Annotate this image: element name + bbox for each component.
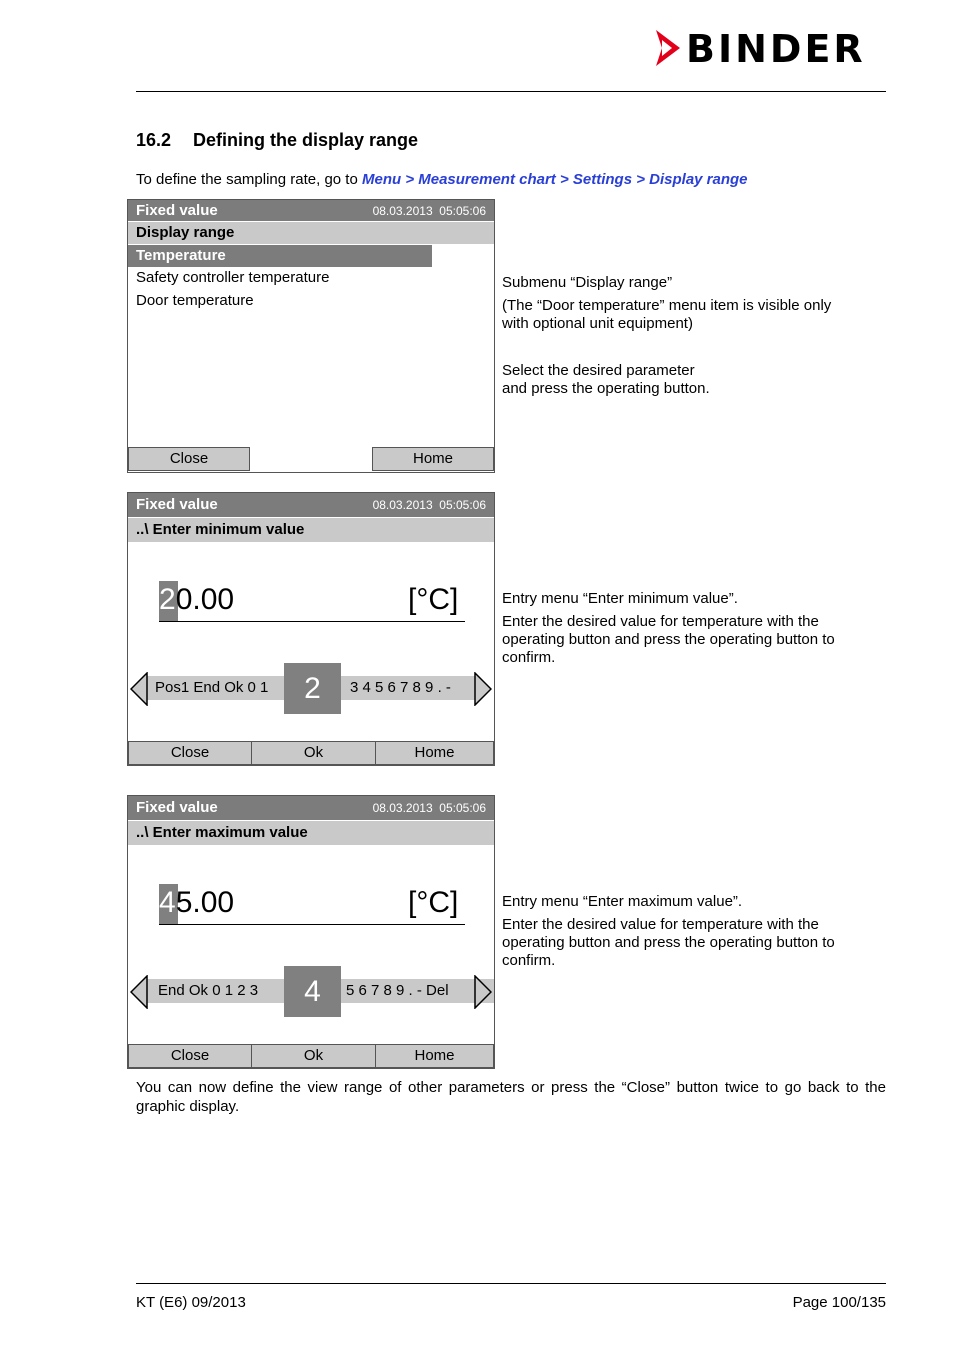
home-button[interactable]: Home xyxy=(375,1044,494,1068)
desc-line: Submenu “Display range” xyxy=(502,274,673,291)
header-rule xyxy=(136,91,886,92)
arrow-right-icon[interactable] xyxy=(474,975,492,1009)
value-rest: 0.00 xyxy=(175,583,235,616)
section-heading xyxy=(136,130,418,151)
menu-item-label: Temperature xyxy=(136,247,226,264)
close-button[interactable]: Close xyxy=(128,741,252,765)
menu-path: Menu > Measurement chart > Settings > Display range xyxy=(361,171,748,188)
value-display[interactable] xyxy=(159,886,234,920)
value-first-digit: 4 xyxy=(159,886,176,919)
desc-line: Enter the desired value for temperature with the operating button and press the operating button to confirm. xyxy=(502,916,835,969)
closing-paragraph: You can now define the view range of other parameters or press the “Close” button twice to go back to the graphic display. xyxy=(136,1079,886,1115)
section-title: Defining the display range xyxy=(193,130,419,150)
display-range-screen xyxy=(127,199,495,473)
title-bar xyxy=(128,796,494,820)
brand-name: BINDER xyxy=(686,27,866,71)
screen-title: Fixed value xyxy=(136,496,218,513)
submenu-bar xyxy=(128,518,494,542)
strip-right-chars[interactable]: 3 4 5 6 7 8 9 . - xyxy=(350,679,451,696)
strip-left-chars[interactable]: End Ok 0 1 2 3 xyxy=(158,982,259,999)
desc-line: Enter the desired value for temperature with the operating button and press the operating button to confirm. xyxy=(502,613,835,666)
description-submenu xyxy=(502,274,862,398)
close-button[interactable]: Close xyxy=(128,447,250,471)
strip-right-chars[interactable]: 5 6 7 8 9 . - Del xyxy=(346,982,449,999)
submenu-title: Display range xyxy=(136,224,235,241)
selected-character[interactable]: 2 xyxy=(284,663,341,714)
enter-minimum-screen xyxy=(127,492,495,766)
value-underline xyxy=(159,924,465,925)
submenu-title: ..\ Enter maximum value xyxy=(136,824,308,841)
submenu-bar xyxy=(128,222,494,244)
binder-logo xyxy=(654,27,886,71)
home-button[interactable]: Home xyxy=(372,447,494,471)
intro-text: To define the sampling rate, go to xyxy=(136,171,362,188)
datetime: 08.03.2013 05:05:06 xyxy=(372,801,486,815)
ok-button[interactable]: Ok xyxy=(251,741,376,765)
menu-item-door-temperature[interactable]: Door temperature xyxy=(136,292,254,309)
section-number: 16.2 xyxy=(136,130,172,150)
unit-label: [°C] xyxy=(408,886,459,919)
submenu-title: ..\ Enter minimum value xyxy=(136,521,305,538)
submenu-bar xyxy=(128,821,494,845)
screen-title: Fixed value xyxy=(136,202,218,219)
arrow-left-icon[interactable] xyxy=(130,975,148,1009)
title-bar xyxy=(128,200,494,221)
arrow-left-icon[interactable] xyxy=(130,672,148,706)
desc-line: Entry menu “Enter minimum value”. xyxy=(502,590,738,607)
arrow-right-icon[interactable] xyxy=(474,672,492,706)
value-rest: 5.00 xyxy=(175,886,235,919)
document-id: KT (E6) 09/2013 xyxy=(136,1294,246,1311)
description-minimum xyxy=(502,590,872,667)
close-button[interactable]: Close xyxy=(128,1044,252,1068)
unit-label: [°C] xyxy=(408,583,459,616)
footer-rule xyxy=(136,1283,886,1284)
datetime: 08.03.2013 05:05:06 xyxy=(372,204,486,218)
datetime: 08.03.2013 05:05:06 xyxy=(372,498,486,512)
desc-line: Select the desired parameter xyxy=(502,362,695,379)
intro-paragraph xyxy=(136,171,748,188)
value-underline xyxy=(159,621,465,622)
ok-button[interactable]: Ok xyxy=(251,1044,376,1068)
page-number: Page 100/135 xyxy=(792,1294,886,1311)
menu-item-safety-controller-temperature[interactable]: Safety controller temperature xyxy=(136,269,330,286)
screen-title: Fixed value xyxy=(136,799,218,816)
home-button[interactable]: Home xyxy=(375,741,494,765)
title-bar xyxy=(128,493,494,517)
menu-item-temperature[interactable] xyxy=(128,245,432,267)
desc-line: and press the operating button. xyxy=(502,380,710,397)
description-maximum xyxy=(502,893,872,970)
strip-left-chars[interactable]: Pos1 End Ok 0 1 xyxy=(155,679,269,696)
desc-line: Entry menu “Enter maximum value”. xyxy=(502,893,743,910)
enter-maximum-screen xyxy=(127,795,495,1069)
value-first-digit: 2 xyxy=(159,583,176,616)
selected-character[interactable]: 4 xyxy=(284,966,341,1017)
value-display[interactable] xyxy=(159,583,234,617)
binder-logo-icon xyxy=(654,30,682,66)
desc-line: (The “Door temperature” menu item is visible only with optional unit equipment) xyxy=(502,297,832,332)
